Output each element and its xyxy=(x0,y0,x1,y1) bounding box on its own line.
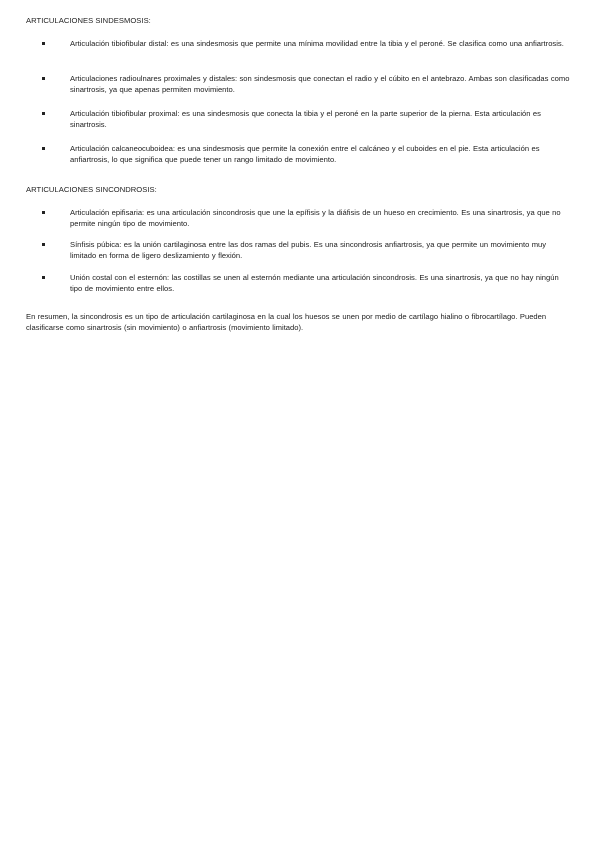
list-item xyxy=(0,239,600,272)
list-item xyxy=(0,38,600,73)
sindesmosis-list xyxy=(0,38,600,167)
list-item-text: Unión costal con el esternón: las costillas se unen al esternón mediante una articulación sincondrosis. Es una sinartrosis, ya que no hay ningún tipo de movimiento entre ellos. xyxy=(70,273,559,293)
sincondrosis-list xyxy=(0,207,600,296)
list-item xyxy=(0,108,600,143)
list-item xyxy=(0,73,600,108)
list-item xyxy=(0,272,600,296)
bullet-icon xyxy=(42,211,45,214)
bullet-icon xyxy=(42,276,45,279)
bullet-icon xyxy=(42,112,45,115)
list-item xyxy=(0,143,600,167)
list-item-text: Articulaciones radioulnares proximales y distales: son sindesmosis que conectan el radio y el cúbito en el antebrazo. Ambas son clasificadas como sinartrosis, ya que apenas permiten movimiento. xyxy=(70,74,570,94)
bullet-icon xyxy=(42,147,45,150)
bullet-icon xyxy=(42,243,45,246)
bullet-icon xyxy=(42,42,45,45)
list-item-text: Articulación tibiofibular distal: es una sindesmosis que permite una mínima movilidad entre la tibia y el peroné. Se clasifica como una anfiartrosis. xyxy=(70,39,564,48)
sindesmosis-heading: ARTICULACIONES SINDESMOSIS: xyxy=(26,16,151,25)
list-item xyxy=(0,207,600,239)
sincondrosis-heading: ARTICULACIONES SINCONDROSIS: xyxy=(26,185,157,194)
list-item-text: Articulación calcaneocuboidea: es una sindesmosis que permite la conexión entre el calcáneo y el cuboides en el pie. Esta articulación es anfiartrosis, lo que significa que puede tener un rango limitado de movimiento. xyxy=(70,144,540,164)
bullet-icon xyxy=(42,77,45,80)
list-item-text: Articulación epifisaria: es una articulación sincondrosis que une la epífisis y la diáfisis de un hueso en crecimiento. Es una sinartrosis, ya que no permite ningún tipo de movimiento. xyxy=(70,208,561,228)
list-item-text: Articulación tibiofibular proximal: es una sindesmosis que conecta la tibia y el peroné en la parte superior de la pierna. Esta articulación es sinartrosis. xyxy=(70,109,541,129)
list-item-text: Sínfisis púbica: es la unión cartilaginosa entre las dos ramas del pubis. Es una sincondrosis anfiartrosis, ya que permite un movimiento muy limitado en forma de ligero deslizamiento y flexión. xyxy=(70,240,547,260)
summary-paragraph: En resumen, la sincondrosis es un tipo de articulación cartilaginosa en la cual los huesos se unen por medio de cartílago hialino o fibrocartílago. Pueden clasificarse como sinartrosis (sin movimiento) o anfiartrosis (movimiento limitado). xyxy=(26,312,547,332)
